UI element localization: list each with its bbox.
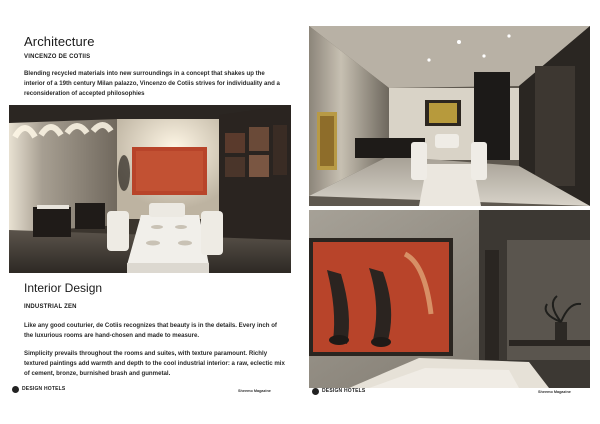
section-title-interior-design: Interior Design [24, 281, 103, 295]
logo-text: DESIGN HOTELS [322, 388, 366, 394]
subhead-industrial-zen: INDUSTRIAL ZEN [24, 304, 77, 310]
dining-room-photo [9, 105, 291, 273]
bedroom-photo [309, 210, 590, 388]
footer-credit-left: Sheemo Magazine [238, 389, 271, 393]
corridor-photo [309, 26, 590, 206]
logo-text: DESIGN HOTELS [22, 386, 66, 392]
footer-credit-right: Sheemo Magazine [538, 390, 571, 394]
logo-mark-icon [12, 386, 19, 393]
intro-paragraph: Blending recycled materials into new surroundings in a concept that shakes up the interior of a 19th century Milan palazzo, Vincenzo de Cotiis strives for individuality and a reconsideration of accepted philosophies [24, 70, 280, 98]
paragraph-simplicity: Simplicity prevails throughout the rooms and suites, with texture paramount. Richly textured paintings add warmth and depth to the cool industrial interior: a raw, eclectic mix of cement, bronze, burnished brash and gunmetal. [24, 350, 285, 378]
design-hotels-logo-right [312, 386, 365, 396]
paragraph-couturier: Like any good couturier, de Cotiis recognizes that beauty is in the details. Every inch of the luxurious rooms are hand-chosen and made to measure. [24, 322, 277, 340]
designer-name: VINCENZO DE COTIIS [24, 54, 91, 60]
section-title-architecture: Architecture [24, 34, 95, 49]
design-hotels-logo-left [12, 384, 65, 394]
logo-mark-icon [312, 388, 319, 395]
